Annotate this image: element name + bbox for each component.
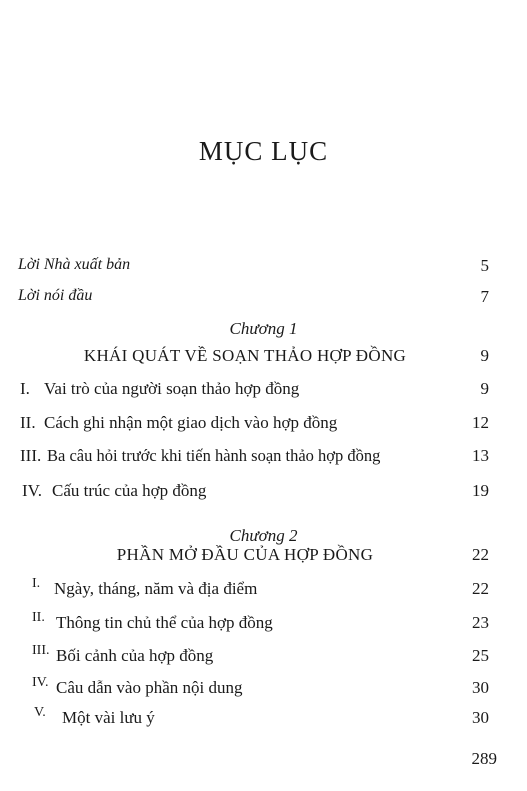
toc-item-text: Một vài lưu ý	[62, 708, 155, 727]
toc-item	[0, 413, 527, 439]
toc-entry-label: Lời Nhà xuất bản	[18, 256, 131, 273]
toc-item-text: Cách ghi nhận một giao dịch vào hợp đồng	[44, 413, 338, 432]
chapter-heading	[0, 346, 527, 372]
toc-item-numeral: III.	[20, 446, 42, 465]
toc-item-page: 9	[480, 379, 489, 398]
toc-item	[0, 643, 527, 672]
toc-item-page: 13	[472, 446, 489, 465]
toc-item-page: 19	[472, 481, 489, 500]
toc-item-text: Vai trò của người soạn thảo hợp đồng	[44, 379, 300, 398]
chapter-label: Chương 1	[229, 319, 298, 338]
toc-item-numeral: II.	[32, 610, 45, 625]
page-number: 289	[471, 749, 497, 768]
toc-item	[0, 446, 527, 472]
toc-item-numeral: IV.	[22, 481, 42, 500]
toc-item-page: 22	[472, 579, 489, 598]
toc-item-numeral: I.	[32, 576, 41, 591]
toc-item-text: Cấu trúc của hợp đồng	[52, 481, 207, 500]
toc-entry-page: 7	[480, 287, 489, 306]
toc-item	[0, 610, 527, 639]
chapter-heading	[0, 545, 527, 571]
toc-item-page: 12	[472, 413, 489, 432]
toc-entry-label: Lời nói đầu	[18, 287, 93, 304]
toc-item-text: Thông tin chủ thể của hợp đồng	[56, 613, 273, 632]
toc-item	[0, 705, 527, 734]
toc-item-numeral: V.	[34, 705, 46, 720]
toc-entry-page: 5	[480, 256, 489, 275]
toc-item-page: 25	[472, 646, 489, 665]
toc-item-numeral: I.	[20, 379, 30, 398]
toc-item	[0, 481, 527, 507]
toc-item	[0, 576, 527, 605]
toc-item-numeral: IV.	[32, 675, 49, 690]
toc-item-page: 30	[472, 708, 489, 727]
page-title: MỤC LỤC	[198, 136, 329, 166]
chapter-heading-page: 22	[472, 545, 489, 564]
toc-item	[0, 675, 527, 704]
toc-item-page: 30	[472, 678, 489, 697]
toc-item-text: Bối cảnh của hợp đồng	[56, 646, 214, 665]
toc-entry-preface	[0, 287, 527, 313]
toc-item-text: Câu dẫn vào phần nội dung	[56, 678, 243, 697]
toc-item-text: Ba câu hỏi trước khi tiến hành soạn thảo hợp đồng	[47, 446, 381, 465]
toc-item-numeral: III.	[32, 643, 50, 658]
toc-item-numeral: II.	[20, 413, 36, 432]
toc-item	[0, 379, 527, 405]
toc-item-page: 23	[472, 613, 489, 632]
toc-entry-publisher-note	[0, 256, 527, 282]
chapter-heading-page: 9	[480, 346, 489, 365]
chapter-label: Chương 2	[229, 526, 298, 545]
chapter-heading-text: KHÁI QUÁT VỀ SOẠN THẢO HỢP ĐỒNG	[83, 346, 407, 365]
chapter-heading-text: PHẦN MỞ ĐẦU CỦA HỢP ĐỒNG	[116, 545, 374, 564]
toc-item-text: Ngày, tháng, năm và địa điểm	[54, 579, 258, 598]
